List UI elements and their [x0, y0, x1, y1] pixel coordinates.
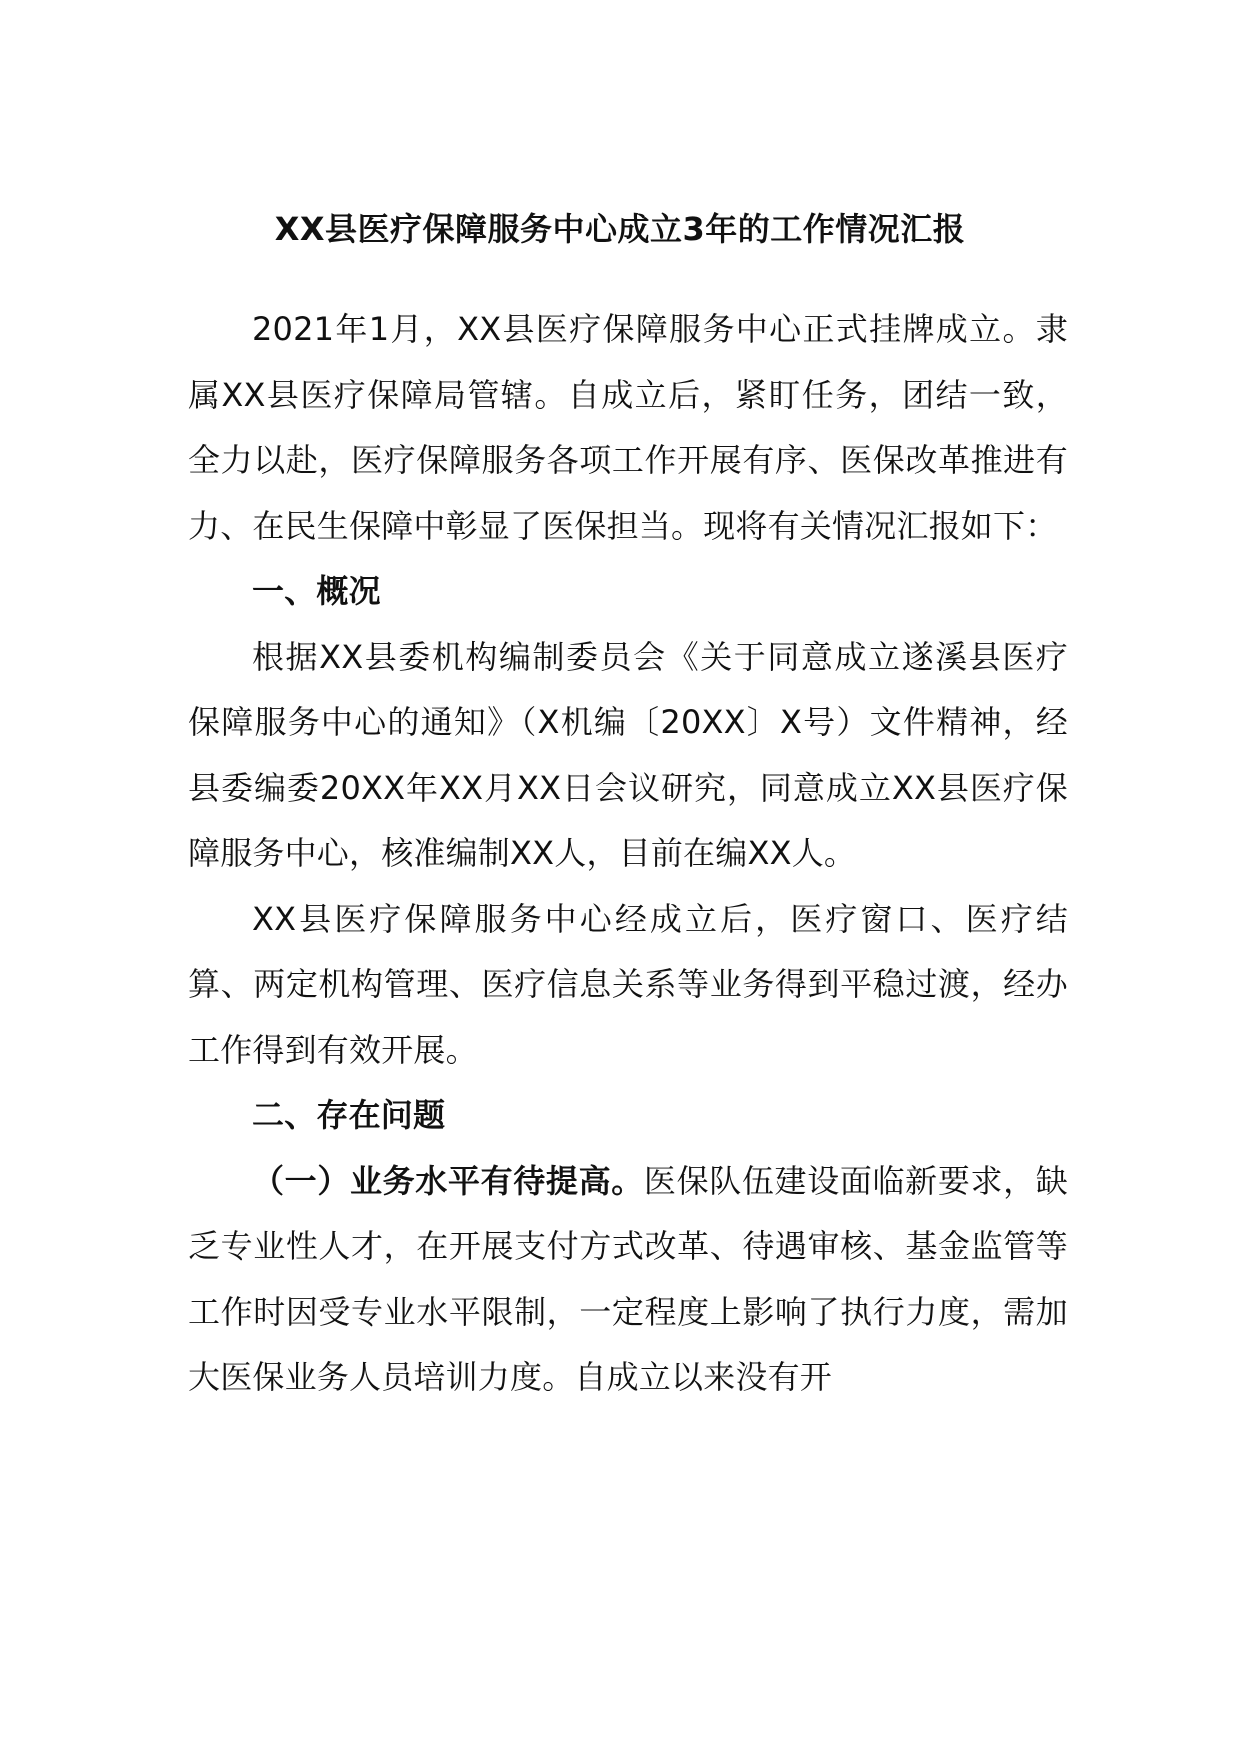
section-heading-overview: 一、概况 — [252, 572, 381, 610]
document-title: XX县医疗保障服务中心成立3年的工作情况汇报 — [274, 210, 966, 248]
problem-body-text: 医保队伍建设面临新要求，缺乏专业性人才，在开展支付方式改革、待遇审核、基金监管等工作时因受专业水平限制，一定程度上影响了执行力度，需加大医保业务人员培训力度。自成立以来没有开 — [188, 1161, 1068, 1396]
document-body — [188, 297, 1068, 1411]
problem-lead-heading: （一）业务水平有待提高。 — [252, 1161, 644, 1200]
problem-paragraph-1 — [188, 1149, 1068, 1411]
section-heading-problems: 二、存在问题 — [252, 1096, 446, 1134]
overview-paragraph-2: XX县医疗保障服务中心经成立后，医疗窗口、医疗结算、两定机构管理、医疗信息关系等业务得到平稳过渡，经办工作得到有效开展。 — [188, 899, 1068, 1069]
intro-paragraph: 2021年1月，XX县医疗保障服务中心正式挂牌成立。隶属XX县医疗保障局管辖。自成立后，紧盯任务，团结一致，全力以赴，医疗保障服务各项工作开展有序、医保改革推进有力、在民生保障中彰显了医保担当。现将有关情况汇报如下： — [188, 310, 1068, 545]
overview-paragraph-1: 根据XX县委机构编制委员会《关于同意成立遂溪县医疗保障服务中心的通知》（X机编〔20XX〕X号）文件精神，经县委编委20XX年XX月XX日会议研究，同意成立XX县医疗保障服务中心，核准编制XX人，目前在编XX人。 — [188, 637, 1068, 872]
